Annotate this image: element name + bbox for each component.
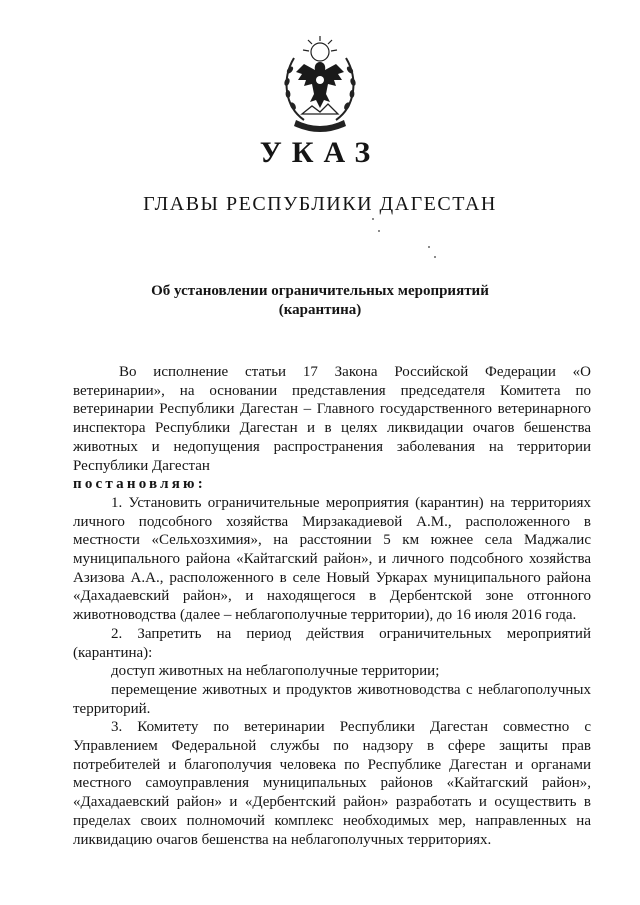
document-title: УКАЗ xyxy=(259,136,381,169)
decree-word: постановляю: xyxy=(73,476,206,493)
item-2a-paragraph: доступ животных на неблагополучные территории; xyxy=(111,663,440,680)
scan-speck xyxy=(378,230,380,232)
decree-body xyxy=(73,363,591,849)
preamble-paragraph: Во исполнение статьи 17 Закона Российской Федерации «О ветеринарии», на основании представления председателя Комитета по ветеринарии Республики Дагестан – Главного государственного ветеринарного инспектора Республики Дагестан и в целях ликвидации очагов бешенства животных и недопущения распространения заболевания на территории Республики Дагестан xyxy=(73,364,591,474)
item-3-paragraph: 3. Комитету по ветеринарии Республики Дагестан совместно с Управлением Федеральной службы по надзору в сфере защиты прав потребителей и благополучия человека по Республике Дагестан и органами местного самоуправления муниципальных районов «Кайтагский район», «Дахадаевский район» и «Дербентский район» разработать и осуществить в пределах своих полномочий комплекс необходимых мер, направленных на ликвидацию очагов бешенства на неблагополучных территориях. xyxy=(73,719,591,848)
scan-speck xyxy=(434,256,436,258)
scan-speck xyxy=(428,246,430,248)
item-2b-paragraph: перемещение животных и продуктов животноводства с неблагополучных территорий. xyxy=(73,681,591,717)
decree-heading-line2: (карантина) xyxy=(278,302,362,318)
decree-heading-line1: Об установлении ограничительных мероприятий xyxy=(151,283,489,299)
item-2-paragraph: 2. Запретить на период действия ограничительных мероприятий (карантина): xyxy=(73,625,591,661)
document-subtitle: ГЛАВЫ РЕСПУБЛИКИ ДАГЕСТАН xyxy=(143,193,497,215)
scan-speck xyxy=(372,218,374,220)
decree-heading xyxy=(0,282,640,320)
dagestan-coat-of-arms-icon xyxy=(278,28,362,136)
item-1-paragraph: 1. Установить ограничительные мероприятия (карантин) на территориях личного подсобного хозяйства Мирзакадиевой А.М., расположенного в местности «Сельхозхимия», на расстоянии 5 км южнее села Маджалис муниципального района «Кайтагский район», и личного подсобного хозяйства Азизова А.А., расположенного в селе Новый Уркарах муниципального района «Дахадаевский район», и находящегося в Дербентской зоне отгонного животноводства (далее – неблагополучные территории), до 16 июля 2016 года. xyxy=(73,494,591,624)
